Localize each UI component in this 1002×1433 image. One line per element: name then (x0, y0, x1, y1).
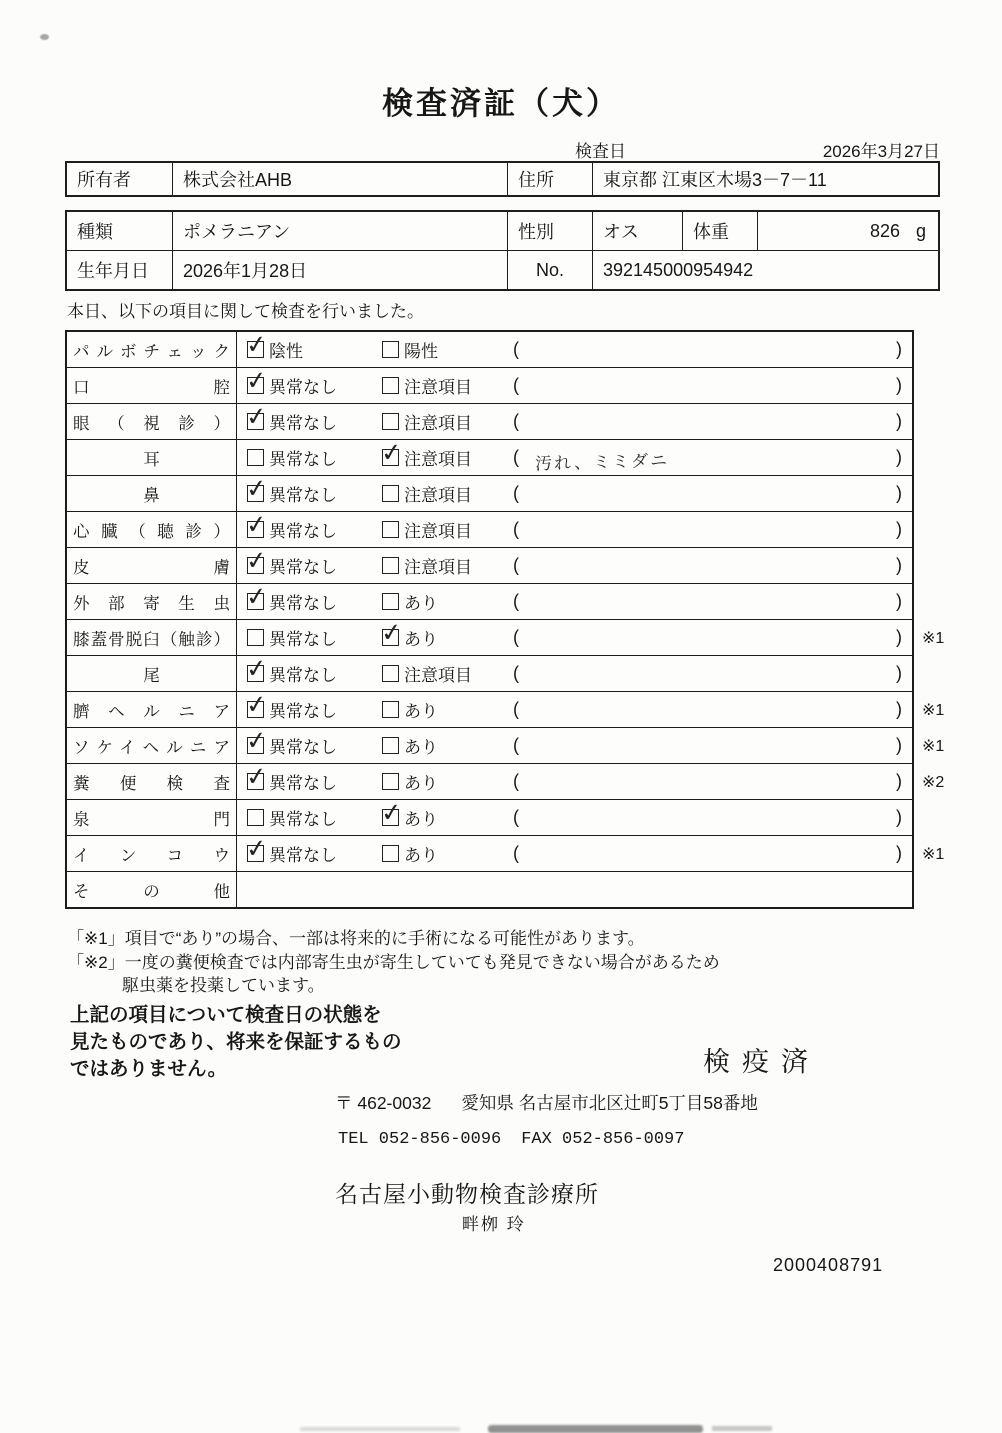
exam-option-2 (372, 769, 507, 794)
exam-option-2 (372, 733, 507, 758)
exam-item-text: 尾 (143, 666, 160, 685)
exam-item-label (67, 368, 237, 403)
exam-option-1 (237, 733, 372, 758)
checkbox-icon (247, 413, 264, 430)
checkbox-icon (382, 737, 399, 754)
disclaimer-line-2: 見たものであり、将来を保証するもの (70, 1031, 402, 1053)
intro-text: 本日、以下の項目に関して検査を行いました。 (67, 302, 424, 321)
exam-item-text: 心臓（聴診） (73, 522, 230, 541)
paren-open: ( (513, 375, 519, 395)
address-value: 東京都 江東区木場3－7－11 (592, 163, 938, 195)
exam-remarks-zone (507, 807, 912, 828)
exam-option-2-label: 陽性 (404, 342, 438, 361)
exam-option-1 (237, 661, 372, 686)
checkbox-icon (247, 377, 264, 394)
exam-row (67, 404, 912, 440)
exam-handwritten-note (519, 669, 896, 679)
exam-handwritten-note (519, 489, 896, 499)
exam-option-2 (372, 841, 507, 866)
checkbox-icon (247, 341, 264, 358)
paren-open: ( (513, 591, 519, 611)
clinic-tel: TEL 052-856-0096 (338, 1130, 502, 1149)
exam-table (65, 330, 945, 909)
exam-option-2-label: あり (404, 774, 438, 793)
paren-open: ( (513, 627, 519, 647)
checkbox-icon (382, 809, 399, 826)
exam-option-2 (372, 661, 507, 686)
paren-close: ) (896, 843, 902, 863)
clinic-address-line (335, 1090, 758, 1115)
exam-item-text: 眼（視診） (73, 414, 230, 433)
scan-artifact (40, 34, 49, 40)
exam-handwritten-note (519, 417, 896, 427)
exam-item-label (67, 620, 237, 655)
birthdate-label: 生年月日 (77, 261, 149, 281)
exam-option-2-label: あり (404, 594, 438, 613)
exam-item-label (67, 764, 237, 799)
exam-option-1-label: 異常なし (269, 774, 337, 793)
exam-footnote-mark: ※1 (922, 629, 945, 647)
checkbox-icon (247, 701, 264, 718)
exam-item-label (67, 548, 237, 583)
exam-option-2 (372, 409, 507, 434)
exam-footnote-mark: ※2 (922, 773, 945, 791)
exam-row (67, 512, 912, 548)
checkbox-icon (247, 521, 264, 538)
paren-close: ) (896, 807, 902, 827)
birthdate-value: 2026年1月28日 (172, 251, 507, 289)
paren-close: ) (896, 447, 902, 467)
exam-option-1 (237, 373, 372, 398)
exam-row (67, 440, 912, 476)
exam-handwritten-note (519, 381, 896, 391)
exam-remarks-zone (507, 519, 912, 540)
checkbox-icon (247, 773, 264, 790)
exam-option-2-label: あり (404, 846, 438, 865)
exam-handwritten-note (519, 777, 896, 787)
exam-remarks-zone (507, 843, 912, 864)
exam-option-1-label: 異常なし (269, 630, 337, 649)
exam-option-2 (372, 373, 507, 398)
exam-option-2-label: あり (404, 702, 438, 721)
scan-artifact (300, 1427, 460, 1431)
exam-option-1 (237, 517, 372, 542)
checkbox-icon (247, 737, 264, 754)
paren-open: ( (513, 483, 519, 503)
exam-item-label (67, 584, 237, 619)
exam-item-label (67, 332, 237, 367)
checkbox-icon (382, 665, 399, 682)
exam-option-2 (372, 337, 507, 362)
scan-artifact (488, 1425, 703, 1433)
paren-close: ) (896, 483, 902, 503)
paren-close: ) (896, 663, 902, 683)
serial-number: 2000408791 (773, 1255, 884, 1275)
exam-remarks-zone (507, 339, 912, 360)
exam-option-1-label: 異常なし (269, 558, 337, 577)
pet-info-row-1 (67, 212, 938, 250)
scan-artifact (712, 1426, 772, 1431)
exam-row (67, 620, 945, 656)
breed-value: ポメラニアン (172, 212, 507, 250)
exam-option-1 (237, 589, 372, 614)
checkbox-icon (247, 629, 264, 646)
paren-open: ( (513, 339, 519, 359)
exam-remarks-zone (507, 699, 912, 720)
exam-item-text: 臍ヘルニア (73, 702, 230, 721)
exam-remarks-zone (507, 735, 912, 756)
exam-remarks-zone (507, 663, 912, 684)
inspection-date-value: 2026年3月27日 (822, 142, 940, 161)
paren-open: ( (513, 663, 519, 683)
exam-option-2-label: 注意項目 (404, 558, 472, 577)
exam-option-2-label: 注意項目 (404, 522, 472, 541)
sex-value: オス (592, 212, 682, 250)
paren-open: ( (513, 807, 519, 827)
sex-label: 性別 (507, 212, 592, 250)
exam-item-label (67, 476, 237, 511)
exam-row (67, 584, 912, 620)
exam-handwritten-note (519, 597, 896, 607)
exam-handwritten-note (519, 705, 896, 715)
exam-item-text: 膝蓋骨脱臼（触診） (73, 630, 230, 649)
exam-option-1 (237, 553, 372, 578)
exam-option-2-label: 注意項目 (404, 666, 472, 685)
exam-row (67, 836, 945, 872)
exam-handwritten-note (519, 741, 896, 751)
checkbox-icon (247, 485, 264, 502)
weight-cell (757, 212, 938, 250)
exam-option-2-label: あり (404, 630, 438, 649)
checkbox-icon (382, 845, 399, 862)
exam-handwritten-note (519, 525, 896, 535)
exam-option-2 (372, 445, 507, 470)
checkbox-icon (382, 485, 399, 502)
checkbox-icon (382, 341, 399, 358)
checkbox-icon (382, 449, 399, 466)
paren-open: ( (513, 771, 519, 791)
exam-item-text: 泉門 (73, 810, 230, 829)
paren-open: ( (513, 843, 519, 863)
exam-remarks-zone (507, 771, 912, 792)
exam-handwritten-note: 汚れ、ミミダニ (534, 451, 670, 474)
exam-row (67, 476, 912, 512)
exam-row (67, 548, 912, 584)
exam-handwritten-note (519, 813, 896, 823)
paren-close: ) (896, 555, 902, 575)
exam-option-2-label: 注意項目 (404, 450, 472, 469)
quarantine-stamp: 検疫済 (703, 1047, 820, 1077)
exam-item-label (67, 404, 237, 439)
exam-option-2 (372, 805, 507, 830)
exam-row (67, 764, 945, 800)
exam-option-1-label: 異常なし (269, 450, 337, 469)
exam-option-1-label: 異常なし (269, 378, 337, 397)
exam-option-2-label: 注意項目 (404, 486, 472, 505)
exam-row (67, 728, 945, 764)
exam-option-1-label: 異常なし (269, 666, 337, 685)
exam-option-1 (237, 625, 372, 650)
pet-info-row-2 (67, 250, 938, 289)
exam-option-1-label: 異常なし (269, 702, 337, 721)
exam-remarks-zone (507, 555, 912, 576)
checkbox-icon (382, 521, 399, 538)
exam-option-2-label: 注意項目 (404, 378, 472, 397)
number-value: 392145000954942 (592, 251, 938, 289)
clinic-contact-line (338, 1130, 684, 1149)
exam-item-label (67, 728, 237, 763)
footnote-2-line-1: 「※2」一度の糞便検査では内部寄生虫が寄生していても発見できない場合があるため (67, 953, 720, 972)
exam-row (67, 332, 912, 368)
checkbox-icon (382, 557, 399, 574)
exam-option-1 (237, 481, 372, 506)
clinic-postal-code: 〒 462-0032 (335, 1093, 432, 1113)
disclaimer-line-3: ではありません。 (70, 1058, 228, 1080)
exam-item-label (67, 800, 237, 835)
paren-open: ( (513, 447, 519, 467)
exam-item-label (67, 512, 237, 547)
exam-item-label (67, 656, 237, 691)
exam-option-2 (372, 481, 507, 506)
exam-item-text: 耳 (143, 450, 160, 469)
paren-close: ) (896, 375, 902, 395)
checkbox-icon (247, 665, 264, 682)
exam-option-1-label: 異常なし (269, 738, 337, 757)
exam-handwritten-note (519, 633, 896, 643)
exam-option-1 (237, 697, 372, 722)
exam-option-1 (237, 805, 372, 830)
exam-handwritten-note (519, 561, 896, 571)
paren-close: ) (896, 735, 902, 755)
exam-remarks-zone (507, 445, 912, 474)
exam-option-2 (372, 517, 507, 542)
checkbox-icon (247, 845, 264, 862)
exam-footnote-mark: ※1 (922, 737, 945, 755)
exam-option-2 (372, 589, 507, 614)
exam-handwritten-note (519, 345, 896, 355)
exam-item-text: パルボチェック (73, 342, 230, 361)
exam-option-1-label: 異常なし (269, 414, 337, 433)
exam-option-1-label: 異常なし (269, 594, 337, 613)
disclaimer-line-1: 上記の項目について検査日の状態を (70, 1004, 382, 1026)
checkbox-icon (247, 449, 264, 466)
clinic-name: 名古屋小動物検査診療所 (335, 1181, 599, 1207)
exam-remarks-zone (507, 375, 912, 396)
exam-option-2 (372, 697, 507, 722)
checkbox-icon (382, 413, 399, 430)
paren-open: ( (513, 735, 519, 755)
checkbox-icon (247, 557, 264, 574)
exam-item-text: インコウ (73, 846, 230, 865)
exam-item-text: ソケイヘルニア (73, 738, 230, 757)
veterinarian-name: 畔栁 玲 (462, 1215, 526, 1234)
exam-item-text: 鼻 (143, 486, 160, 505)
clinic-fax: FAX 052-856-0097 (521, 1130, 685, 1149)
inspection-date-label: 検査日 (575, 142, 626, 161)
pet-info-table (65, 210, 940, 291)
exam-item-label (67, 692, 237, 727)
paren-open: ( (513, 555, 519, 575)
paren-close: ) (896, 627, 902, 647)
exam-item-text: 口腔 (73, 378, 230, 397)
exam-option-2-label: あり (404, 810, 438, 829)
number-label: No. (507, 251, 592, 289)
exam-option-2 (372, 553, 507, 578)
paren-close: ) (896, 771, 902, 791)
paren-close: ) (896, 519, 902, 539)
exam-item-text: 皮膚 (73, 558, 230, 577)
exam-row (67, 656, 912, 692)
exam-row (67, 872, 912, 907)
paren-open: ( (513, 411, 519, 431)
footnote-1: 「※1」項目で“あり”の場合、一部は将来的に手術になる可能性があります。 (67, 929, 645, 948)
paren-open: ( (513, 519, 519, 539)
exam-option-2 (372, 625, 507, 650)
disclaimer-text (70, 1002, 402, 1083)
owner-label: 所有者 (77, 170, 131, 190)
checkbox-icon (382, 773, 399, 790)
exam-option-1 (237, 445, 372, 470)
paren-close: ) (896, 339, 902, 359)
exam-option-1-label: 異常なし (269, 522, 337, 541)
exam-item-label (67, 836, 237, 871)
address-label: 住所 (507, 163, 592, 195)
clinic-address: 愛知県 名古屋市北区辻町5丁目58番地 (461, 1093, 758, 1113)
paren-close: ) (896, 411, 902, 431)
checkbox-icon (382, 701, 399, 718)
exam-row (67, 692, 945, 728)
exam-option-1-label: 陰性 (269, 342, 303, 361)
exam-item-label (67, 872, 237, 907)
exam-option-1 (237, 841, 372, 866)
exam-row (67, 800, 912, 836)
paren-close: ) (896, 591, 902, 611)
exam-remarks-zone (507, 591, 912, 612)
exam-option-2-label: あり (404, 738, 438, 757)
checkbox-icon (247, 809, 264, 826)
exam-item-text: 糞便検査 (73, 774, 230, 793)
checkbox-icon (382, 377, 399, 394)
weight-value: 826 (869, 220, 900, 241)
exam-footnote-mark: ※1 (922, 845, 945, 863)
exam-item-text: その他 (73, 882, 230, 901)
weight-label: 体重 (682, 212, 757, 250)
owner-table (65, 161, 940, 197)
exam-remarks-zone (507, 483, 912, 504)
exam-item-text: 外部寄生虫 (73, 594, 230, 613)
checkbox-icon (382, 593, 399, 610)
exam-row (67, 368, 912, 404)
exam-option-1-label: 異常なし (269, 846, 337, 865)
checkbox-icon (382, 629, 399, 646)
owner-value: 株式会社AHB (172, 163, 507, 195)
exam-footnote-mark: ※1 (922, 701, 945, 719)
exam-option-1-label: 異常なし (269, 810, 337, 829)
exam-remarks-zone (507, 411, 912, 432)
page-title: 検査済証（犬） (382, 86, 620, 121)
exam-remarks-zone (507, 627, 912, 648)
exam-option-1-label: 異常なし (269, 486, 337, 505)
exam-option-1 (237, 409, 372, 434)
exam-option-1 (237, 769, 372, 794)
exam-option-2-label: 注意項目 (404, 414, 472, 433)
weight-unit: g (915, 220, 926, 241)
exam-item-label (67, 440, 237, 475)
footnote-2-line-2: 駆虫薬を投薬しています。 (122, 976, 325, 995)
breed-label: 種類 (77, 222, 113, 242)
paren-close: ) (896, 699, 902, 719)
exam-option-1 (237, 337, 372, 362)
exam-handwritten-note (519, 849, 896, 859)
paren-open: ( (513, 699, 519, 719)
checkbox-icon (247, 593, 264, 610)
